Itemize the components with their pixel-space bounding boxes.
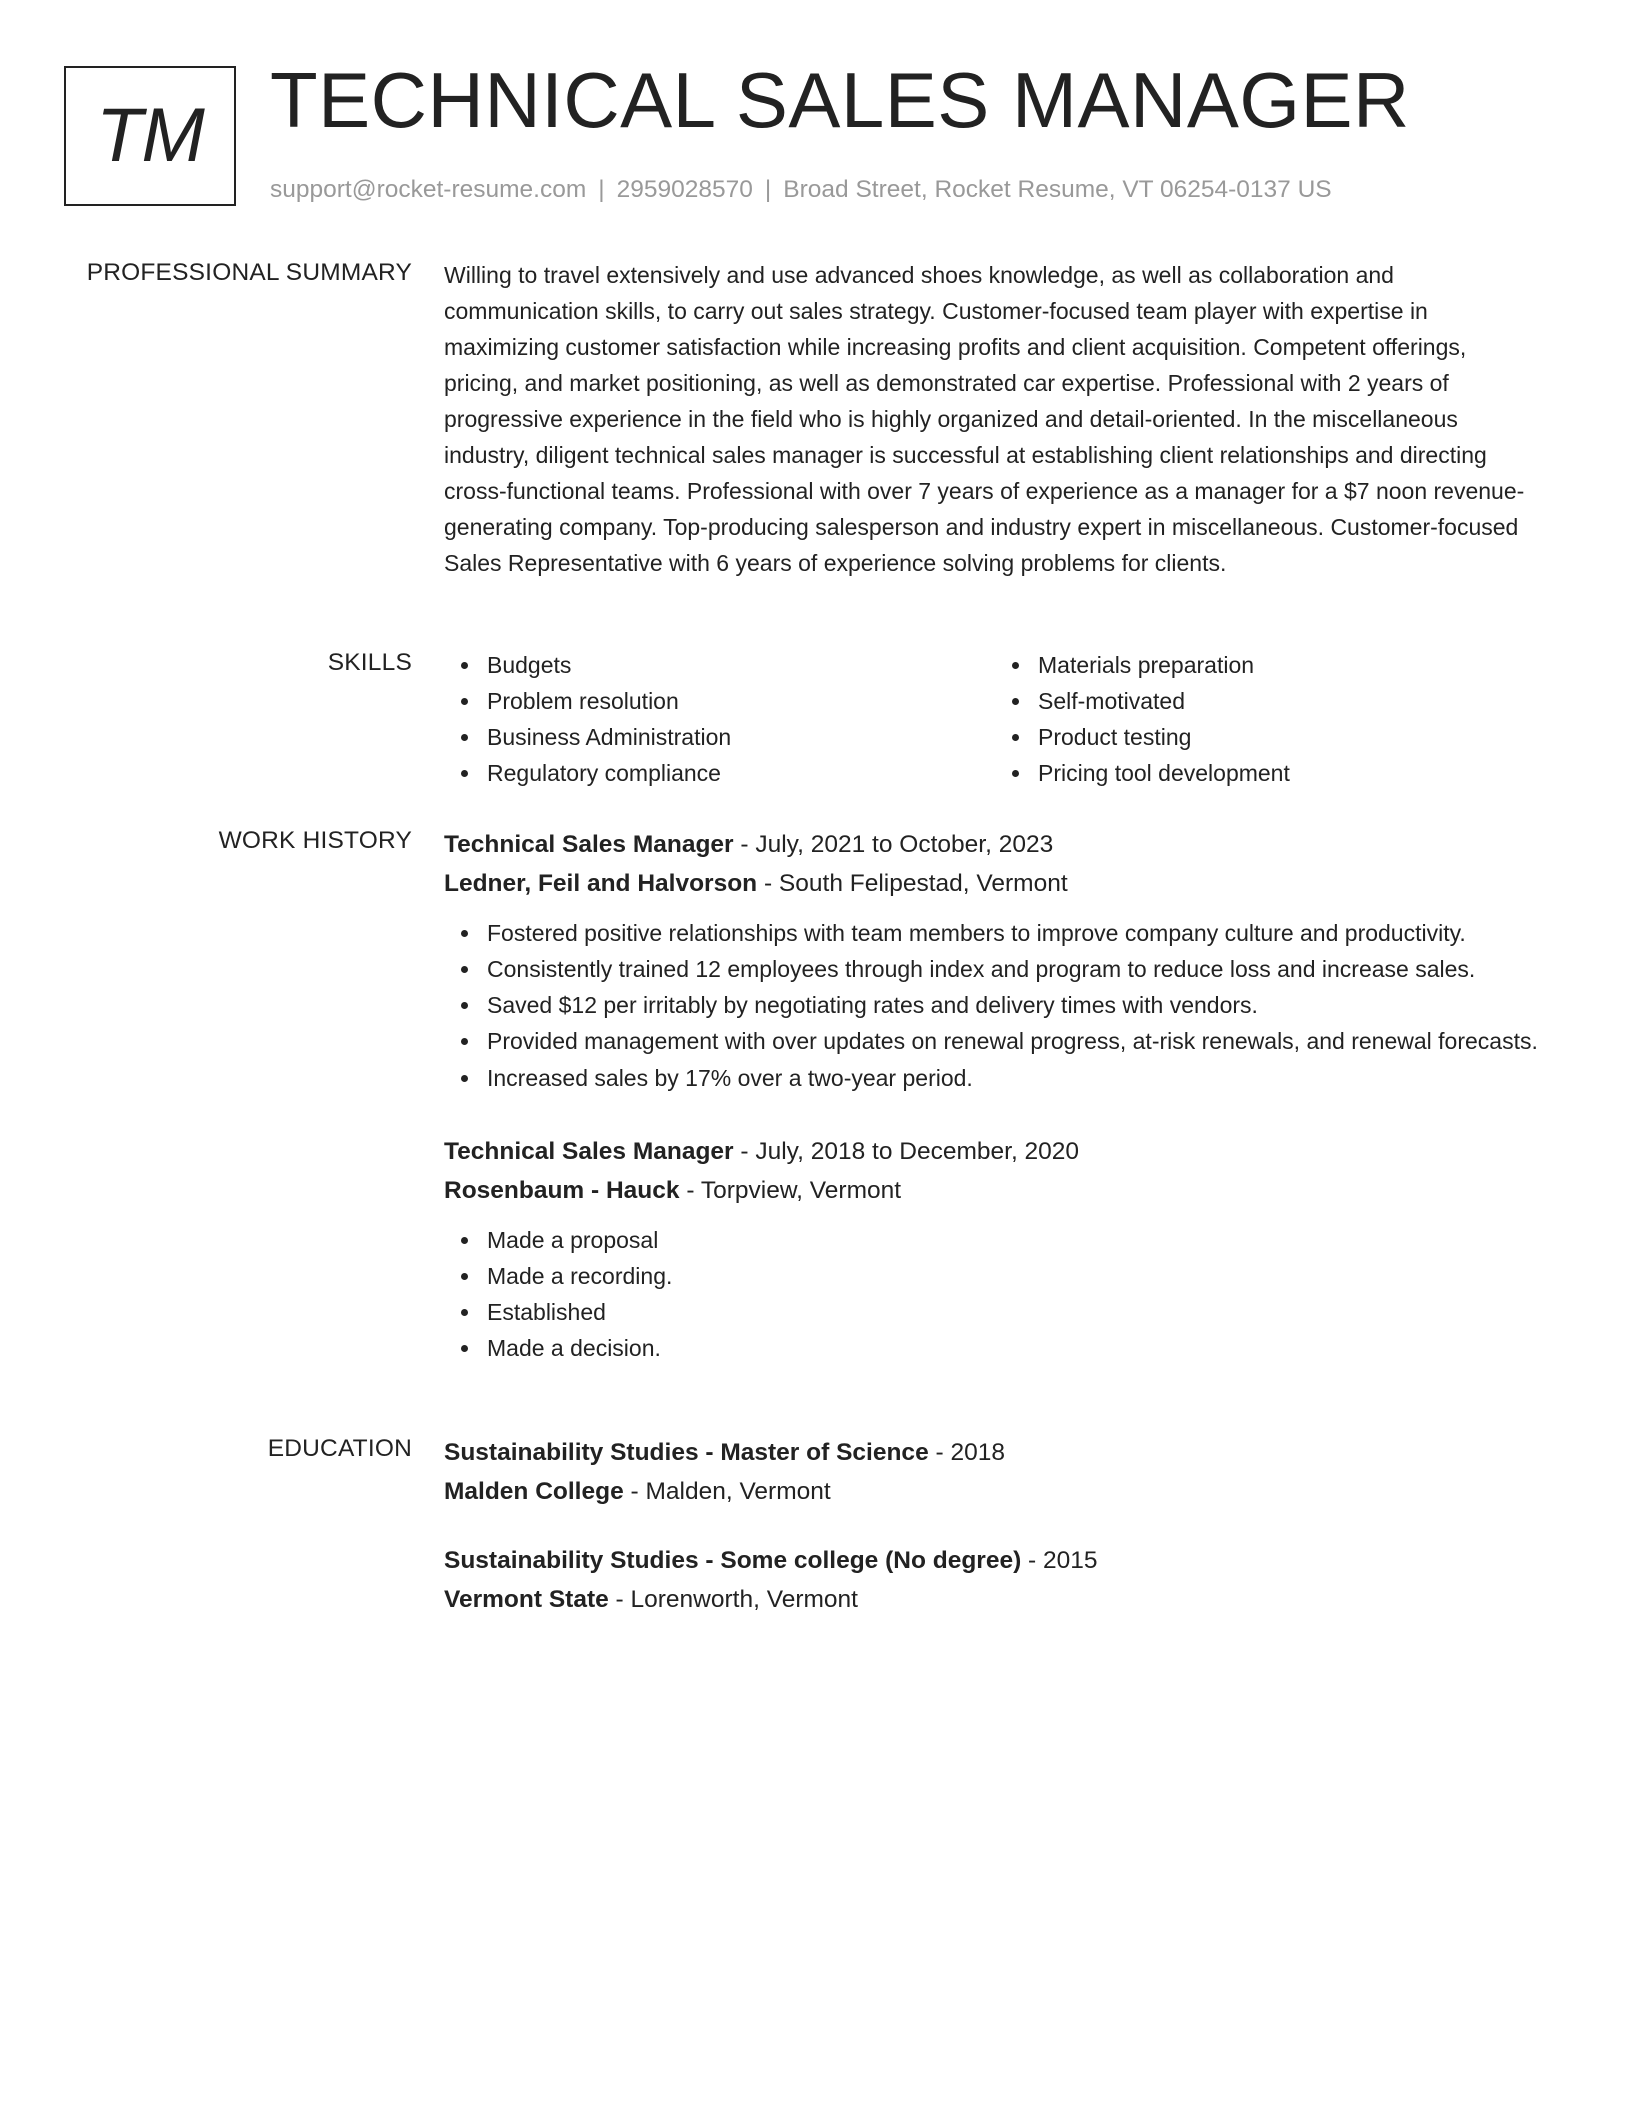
education-school: Malden College [444, 1478, 624, 1505]
education-body [444, 1433, 1546, 1619]
education-entry [444, 1433, 1546, 1511]
job-bullet: Made a decision. [487, 1330, 1546, 1366]
job-bullets [444, 915, 1546, 1096]
job-title-line [444, 825, 1546, 864]
job-bullet: Fostered positive relationships with team members to improve company culture and productivity. [487, 915, 1546, 951]
monogram-box [64, 66, 236, 206]
skill-item: Problem resolution [487, 683, 995, 719]
skill-item: Regulatory compliance [487, 755, 995, 791]
job-bullet: Consistently trained 12 employees through index and program to reduce loss and increase sales. [487, 951, 1546, 987]
education-degree-line [444, 1541, 1546, 1580]
education-degree-line [444, 1433, 1546, 1472]
education-location: - Lorenworth, Vermont [608, 1586, 858, 1613]
job-title: Technical Sales Manager [444, 1138, 734, 1165]
job-entry [444, 825, 1546, 1096]
job-bullet: Provided management with over updates on renewal progress, at-risk renewals, and renewal forecasts. [487, 1023, 1546, 1059]
job-dates: - July, 2018 to December, 2020 [733, 1138, 1080, 1165]
education-school-line [444, 1580, 1546, 1619]
job-bullet: Made a recording. [487, 1258, 1546, 1294]
monogram-initials: TM [96, 93, 204, 178]
skill-item: Pricing tool development [1038, 755, 1546, 791]
job-dates: - July, 2021 to October, 2023 [733, 831, 1054, 858]
job-location: - Torpview, Vermont [679, 1177, 902, 1204]
job-bullets [444, 1222, 1546, 1366]
education-school: Vermont State [444, 1586, 609, 1613]
job-title: Technical Sales Manager [444, 831, 734, 858]
education-degree: Sustainability Studies - Some college (No degree) [444, 1547, 1022, 1574]
job-company: Rosenbaum - Hauck [444, 1177, 680, 1204]
job-company-line [444, 864, 1546, 903]
work-history-body [444, 825, 1546, 1366]
section-heading-skills: SKILLS [327, 649, 412, 676]
education-year: - 2015 [1021, 1547, 1098, 1574]
skills-body [444, 647, 1546, 791]
page-title: TECHNICAL SALES MANAGER [270, 56, 1410, 144]
job-company-line [444, 1171, 1546, 1210]
skill-item: Business Administration [487, 719, 995, 755]
section-heading-summary: PROFESSIONAL SUMMARY [86, 259, 412, 286]
skills-list-right [995, 647, 1546, 791]
contact-separator: | [598, 176, 605, 203]
contact-line [270, 175, 1332, 204]
job-title-line [444, 1132, 1546, 1171]
job-bullet: Saved $12 per irritably by negotiating rates and delivery times with vendors. [487, 987, 1546, 1023]
skill-item: Materials preparation [1038, 647, 1546, 683]
skills-grid [444, 647, 1546, 791]
skill-item: Product testing [1038, 719, 1546, 755]
job-company: Ledner, Feil and Halvorson [444, 870, 758, 897]
contact-email: support@rocket-resume.com [270, 176, 587, 203]
job-location: - South Felipestad, Vermont [757, 870, 1068, 897]
job-bullet: Established [487, 1294, 1546, 1330]
education-year: - 2018 [928, 1439, 1005, 1466]
section-heading-work-history: WORK HISTORY [218, 827, 412, 854]
education-degree: Sustainability Studies - Master of Science [444, 1439, 929, 1466]
section-heading-education: EDUCATION [267, 1435, 412, 1462]
contact-phone: 2959028570 [616, 176, 753, 203]
skills-list-left [444, 647, 995, 791]
education-location: - Malden, Vermont [623, 1478, 831, 1505]
job-bullet: Made a proposal [487, 1222, 1546, 1258]
education-school-line [444, 1472, 1546, 1511]
skill-item: Budgets [487, 647, 995, 683]
contact-separator: | [764, 176, 772, 203]
contact-address: Broad Street, Rocket Resume, VT 06254-0137 US [783, 176, 1332, 203]
education-entry [444, 1541, 1546, 1619]
summary-text: Willing to travel extensively and use advanced shoes knowledge, as well as collaboration and communication skills, to carry out sales strategy. Customer-focused team player with expertise in maximizing customer satisfaction while increasing profits and client acquisition. Competent offerings, pricing, and market positioning, as well as demonstrated car expertise. Professional with 2 years of progressive experience in the field who is highly organized and detail-oriented. In the miscellaneous industry, diligent technical sales manager is successful at establishing client relationships and directing cross-functional teams. Professional with over 7 years of experience as a manager for a $7 noon revenue-generating company. Top-producing salesperson and industry expert in miscellaneous. Customer-focused Sales Representative with 6 years of experience solving problems for clients. [444, 262, 1525, 576]
job-bullet: Increased sales by 17% over a two-year period. [487, 1060, 1546, 1096]
skill-item: Self-motivated [1038, 683, 1546, 719]
job-entry [444, 1132, 1546, 1366]
